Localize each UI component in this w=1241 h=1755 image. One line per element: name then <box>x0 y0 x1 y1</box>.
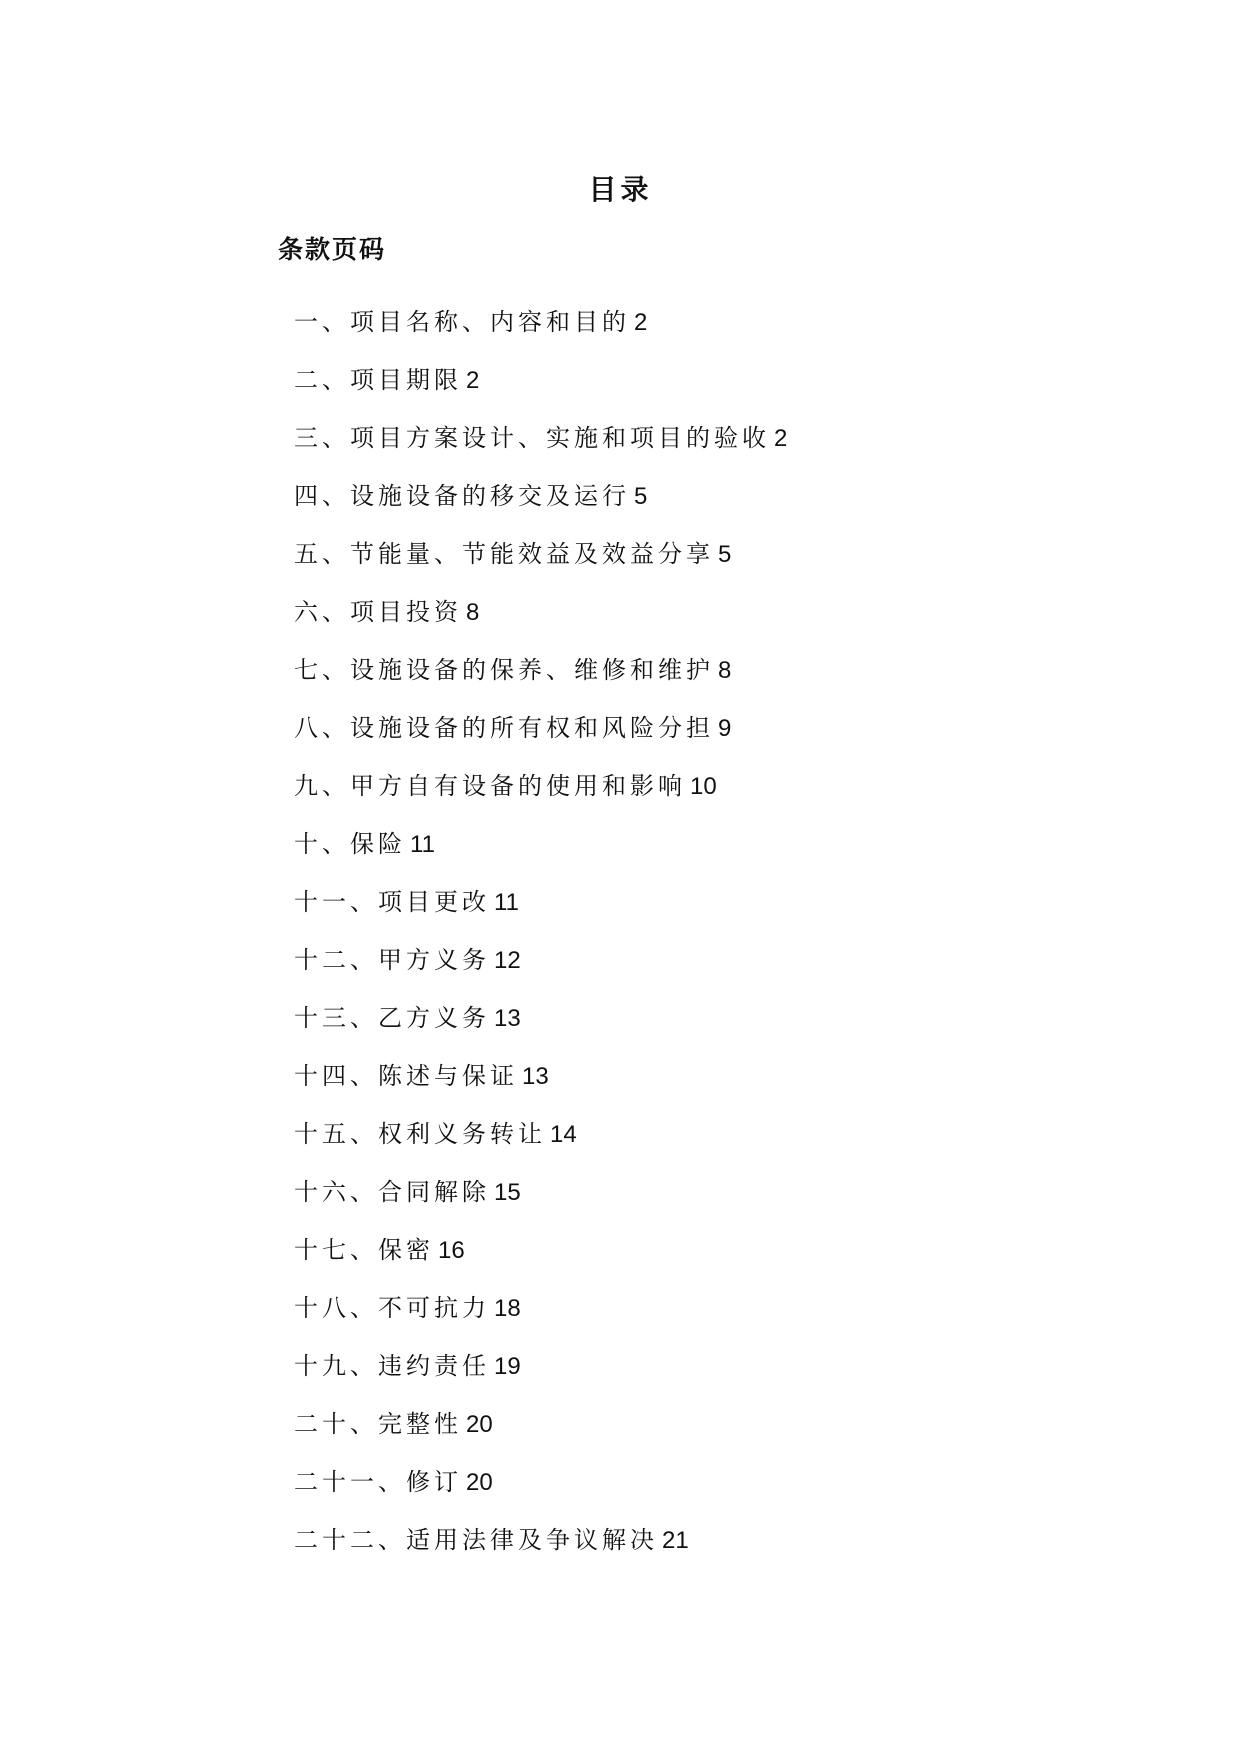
toc-item[interactable] <box>294 1174 787 1232</box>
toc-item-title: 四、设施设备的移交及运行 <box>294 482 630 510</box>
toc-item[interactable] <box>294 1000 787 1058</box>
toc-item-page: 13 <box>494 1005 521 1032</box>
toc-item-page: 2 <box>466 367 480 394</box>
toc-item[interactable] <box>294 1522 787 1580</box>
toc-item[interactable] <box>294 420 787 478</box>
toc-item-page: 12 <box>494 947 521 974</box>
toc-item-title: 二、项目期限 <box>294 366 462 394</box>
toc-item-page: 5 <box>718 541 732 568</box>
toc-item-page: 13 <box>522 1063 549 1090</box>
toc-item-title: 二十、完整性 <box>294 1410 462 1438</box>
toc-item-page: 15 <box>494 1179 521 1206</box>
toc-item[interactable] <box>294 536 787 594</box>
toc-item[interactable] <box>294 942 787 1000</box>
toc-item-title: 十七、保密 <box>294 1236 434 1264</box>
toc-item[interactable] <box>294 478 787 536</box>
toc-item-page: 20 <box>466 1411 493 1438</box>
toc-item-title: 三、项目方案设计、实施和项目的验收 <box>294 424 770 452</box>
toc-item-title: 十三、乙方义务 <box>294 1004 490 1032</box>
toc-item-title: 一、项目名称、内容和目的 <box>294 308 630 336</box>
toc-item-page: 2 <box>634 309 648 336</box>
toc-item-title: 十一、项目更改 <box>294 888 490 916</box>
toc-item[interactable] <box>294 1116 787 1174</box>
toc-item[interactable] <box>294 768 787 826</box>
toc-item-title: 十五、权利义务转让 <box>294 1120 546 1148</box>
toc-item-title: 十四、陈述与保证 <box>294 1062 518 1090</box>
toc-item[interactable] <box>294 594 787 652</box>
toc-item-page: 18 <box>494 1295 521 1322</box>
toc-item-title: 八、设施设备的所有权和风险分担 <box>294 714 714 742</box>
toc-item-title: 十九、违约责任 <box>294 1352 490 1380</box>
toc-item-page: 9 <box>718 715 732 742</box>
toc-item-page: 10 <box>690 773 717 800</box>
toc-item-title: 二十一、修订 <box>294 1468 462 1496</box>
table-of-contents <box>294 304 787 1580</box>
toc-item-page: 16 <box>438 1237 465 1264</box>
toc-item[interactable] <box>294 1290 787 1348</box>
toc-item[interactable] <box>294 1464 787 1522</box>
toc-item-page: 19 <box>494 1353 521 1380</box>
toc-item-page: 8 <box>718 657 732 684</box>
toc-item-title: 十八、不可抗力 <box>294 1294 490 1322</box>
toc-item[interactable] <box>294 710 787 768</box>
toc-item-title: 十六、合同解除 <box>294 1178 490 1206</box>
toc-item-title: 六、项目投资 <box>294 598 462 626</box>
page-title: 目录 <box>588 173 653 206</box>
toc-item-title: 十、保险 <box>294 830 406 858</box>
toc-item[interactable] <box>294 304 787 362</box>
toc-item-title: 二十二、适用法律及争议解决 <box>294 1526 658 1554</box>
toc-item[interactable] <box>294 362 787 420</box>
toc-item[interactable] <box>294 652 787 710</box>
toc-item-title: 九、甲方自有设备的使用和影响 <box>294 772 686 800</box>
toc-item-page: 8 <box>466 599 480 626</box>
toc-item[interactable] <box>294 1058 787 1116</box>
toc-item[interactable] <box>294 1232 787 1290</box>
toc-item-page: 11 <box>410 831 435 858</box>
toc-item-page: 11 <box>494 889 519 916</box>
toc-item[interactable] <box>294 1406 787 1464</box>
toc-item-title: 十二、甲方义务 <box>294 946 490 974</box>
toc-item[interactable] <box>294 826 787 884</box>
toc-subtitle: 条款页码 <box>278 235 387 264</box>
toc-item-page: 21 <box>662 1527 689 1554</box>
toc-item[interactable] <box>294 1348 787 1406</box>
toc-item-page: 2 <box>774 425 788 452</box>
toc-item-page: 14 <box>550 1121 577 1148</box>
toc-item-page: 5 <box>634 483 648 510</box>
toc-item-page: 20 <box>466 1469 493 1496</box>
toc-item[interactable] <box>294 884 787 942</box>
toc-item-title: 五、节能量、节能效益及效益分享 <box>294 540 714 568</box>
toc-item-title: 七、设施设备的保养、维修和维护 <box>294 656 714 684</box>
